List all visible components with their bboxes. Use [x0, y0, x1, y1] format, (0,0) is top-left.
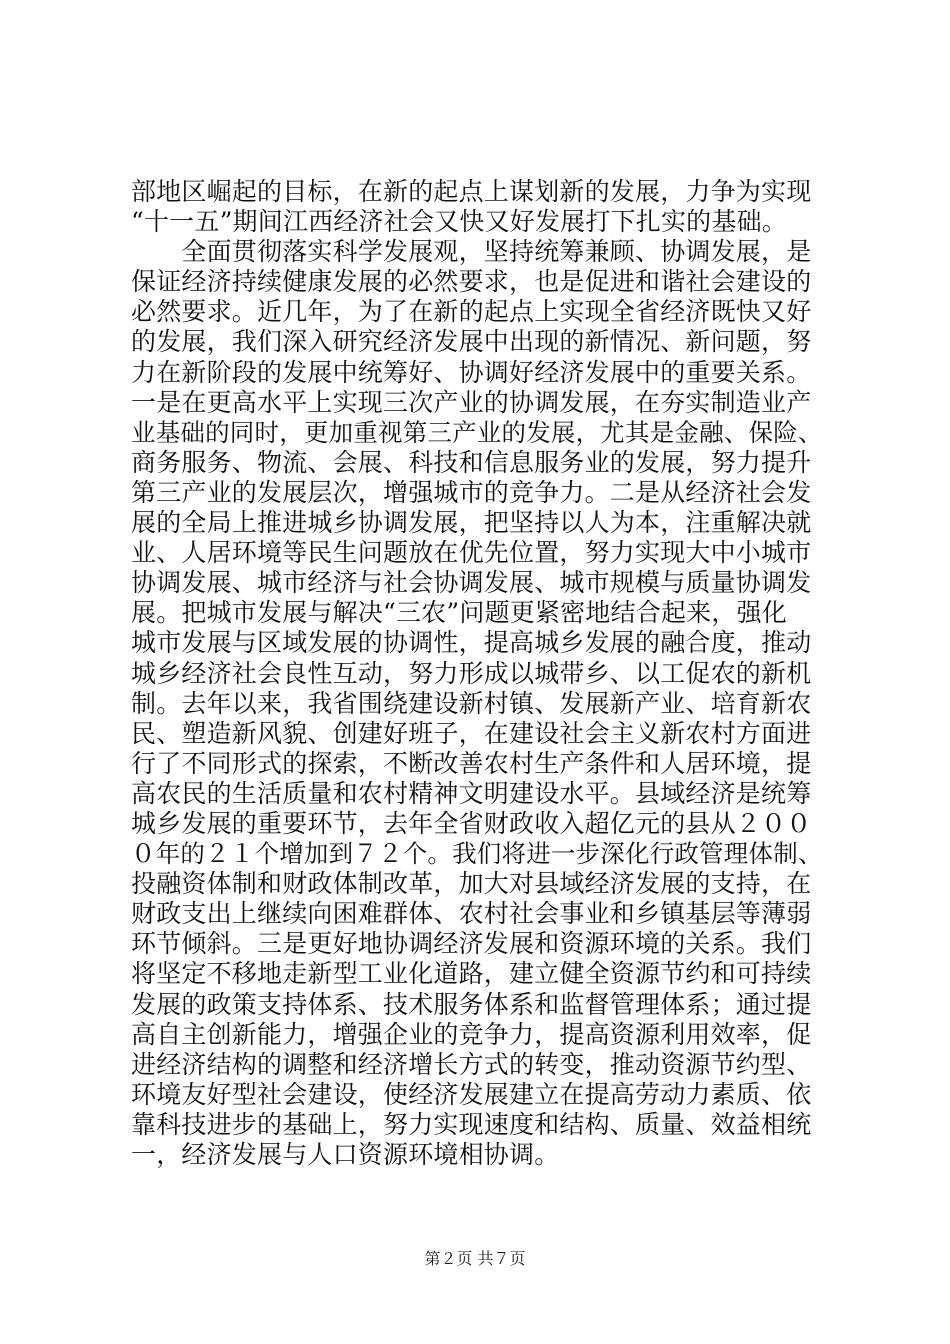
text-line: 行了不同形式的探索，不断改善农村生产条件和人居环境，提	[131, 748, 812, 778]
text-line: 保证经济持续健康发展的必然要求，也是促进和谐社会建设的	[131, 267, 812, 297]
text-line: “十一五”期间江西经济社会又快又好发展打下扎实的基础。	[131, 207, 787, 237]
text-line: 民、塑造新风貌、创建好班子，在建设社会主义新农村方面进	[131, 718, 812, 748]
text-line: 制。去年以来，我省围绕建设新村镇、发展新产业、培育新农	[131, 688, 812, 718]
text-line: 第三产业的发展层次，增强城市的竞争力。二是从经济社会发	[131, 477, 812, 507]
text-line: 部地区崛起的目标，在新的起点上谋划新的发展，力争为实现	[131, 177, 812, 206]
text-line: 的发展，我们深入研究经济发展中出现的新情况、新问题，努	[131, 327, 812, 357]
text-line: 协调发展、城市经济与社会协调发展、城市规模与质量协调发	[131, 568, 812, 598]
text-line: 发展的政策支持体系、技术服务体系和监督管理体系；通过提	[131, 989, 812, 1019]
text-line: 环节倾斜。三是更好地协调经济发展和资源环境的关系。我们	[131, 929, 812, 959]
text-line: 高农民的生活质量和农村精神文明建设水平。县域经济是统筹	[131, 778, 812, 808]
text-line: 一，经济发展与人口资源环境相协调。	[131, 1140, 560, 1169]
text-line: 将坚定不移地走新型工业化道路，建立健全资源节约和可持续	[131, 959, 812, 989]
text-line: 城市发展与区域发展的协调性，提高城乡发展的融合度，推动	[131, 628, 812, 658]
text-line: 靠科技进步的基础上，努力实现速度和结构、质量、效益相统	[131, 1109, 812, 1139]
text-line: 业、人居环境等民生问题放在优先位置，努力实现大中小城市	[131, 538, 812, 568]
page-footer: 第２页 共７页	[424, 1249, 526, 1268]
text-line: ０年的２１个增加到７２个。我们将进一步深化行政管理体制、	[131, 839, 823, 869]
text-line: 进经济结构的调整和经济增长方式的转变，推动资源节约型、	[131, 1049, 812, 1079]
text-line: 投融资体制和财政体制改革，加大对县域经济发展的支持，在	[131, 869, 812, 899]
body-text	[131, 177, 831, 1170]
text-line: 必然要求。近几年，为了在新的起点上实现全省经济既快又好	[131, 297, 812, 327]
text-line: 城乡经济社会良性互动，努力形成以城带乡、以工促农的新机	[131, 658, 812, 688]
text-line: 力在新阶段的发展中统筹好、协调好经济发展中的重要关系。	[131, 357, 812, 387]
text-line: 业基础的同时，更加重视第三产业的发展，尤其是金融、保险、	[131, 417, 823, 447]
text-line: 环境友好型社会建设，使经济发展建立在提高劳动力素质、依	[131, 1079, 812, 1109]
text-line: 高自主创新能力，增强企业的竞争力，提高资源利用效率，促	[131, 1019, 812, 1049]
text-line: 展。把城市发展与解决“三农”问题更紧密地结合起来，强化	[131, 598, 787, 628]
text-line: 展的全局上推进城乡协调发展，把坚持以人为本，注重解决就	[131, 508, 812, 538]
text-line: 商务服务、物流、会展、科技和信息服务业的发展，努力提升	[131, 447, 812, 477]
text-line: 财政支出上继续向困难群体、农村社会事业和乡镇基层等薄弱	[131, 899, 812, 929]
text-line: 城乡发展的重要环节，去年全省财政收入超亿元的县从２００	[131, 808, 812, 838]
text-line: 一是在更高水平上实现三次产业的协调发展，在夯实制造业产	[131, 387, 812, 417]
text-line: 全面贯彻落实科学发展观，坚持统筹兼顾、协调发展，是	[131, 237, 812, 267]
